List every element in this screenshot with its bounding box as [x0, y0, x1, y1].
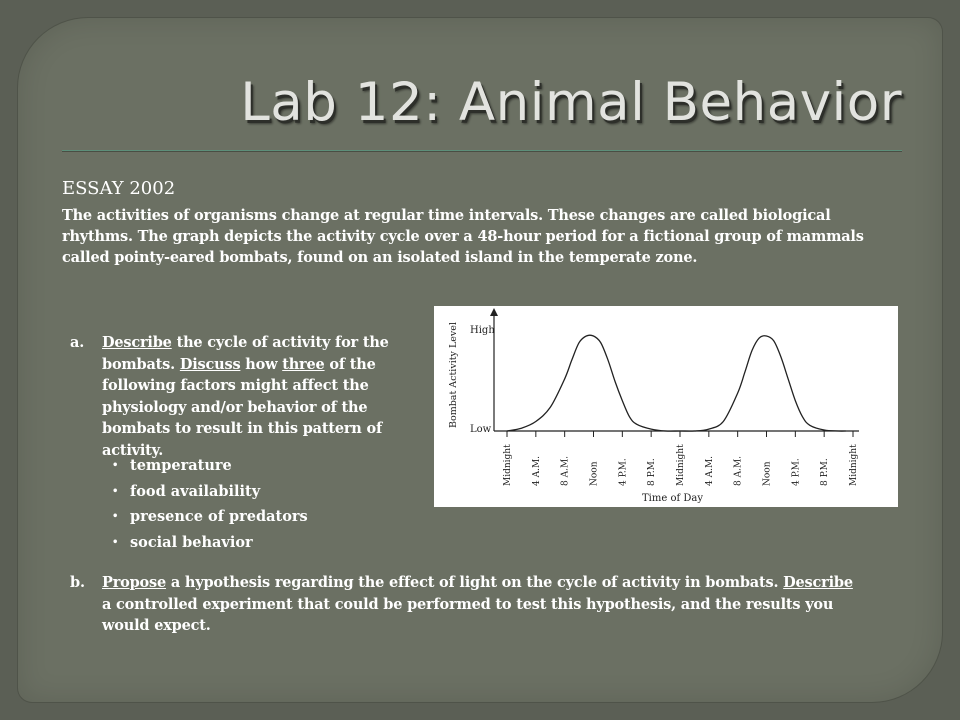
question-part-b — [70, 572, 860, 637]
x-tick-label: 8 P.M. — [647, 458, 658, 486]
title-divider — [62, 150, 902, 152]
x-tick-label: Noon — [762, 461, 773, 486]
x-tick-label: Midnight — [676, 444, 686, 486]
x-tick-label: 8 P.M. — [820, 458, 831, 486]
bullet-icon: • — [112, 536, 119, 548]
part-a-text-2: how — [240, 355, 283, 373]
activity-chart — [434, 306, 898, 507]
part-b-text-1: a hypothesis regarding the effect of light on the cycle of activity in bombats. — [166, 574, 784, 591]
keyword-discuss: Discuss — [179, 355, 241, 373]
part-a-text — [102, 332, 410, 461]
list-item — [112, 507, 308, 533]
factor-list — [112, 456, 308, 558]
x-tick-label: 8 A.M. — [560, 455, 571, 486]
x-tick-label: Noon — [589, 461, 600, 486]
part-a-text-3: of the following factors might affect the physiology and/or behavior of the bombats to result in this pattern of activity. — [102, 355, 382, 459]
x-tick-label: Midnight — [849, 444, 859, 486]
y-tick-label-low: Low — [470, 424, 492, 435]
keyword-three: three — [282, 355, 325, 373]
list-item — [112, 482, 308, 508]
essay-intro: The activities of organisms change at regular time intervals. These changes are called biological rhythms. The graph depicts the activity cycle over a 48-hour period for a fictional group of mammals called pointy-eared bombats, found on an isolated island in the temperate zone. — [62, 207, 864, 266]
y-axis-arrow — [490, 308, 498, 316]
x-tick-label: 4 A.M. — [531, 455, 542, 486]
part-a-marker: a. — [70, 334, 85, 351]
x-tick-label: 8 A.M. — [733, 455, 744, 486]
y-axis-label: Bombat Activity Level — [448, 322, 459, 428]
part-b-text-2: a controlled experiment that could be performed to test this hypothesis, and the results you would expect. — [102, 595, 834, 634]
x-tick-label: Midnight — [503, 444, 513, 486]
slide-title: Lab 12: Animal Behavior — [240, 72, 902, 133]
activity-chart-svg — [434, 306, 898, 507]
x-tick-label: 4 P.M. — [618, 458, 629, 486]
bullet-icon: • — [112, 485, 119, 497]
x-tick-label: 4 P.M. — [791, 458, 802, 486]
list-item — [112, 456, 308, 482]
factor-label: social behavior — [130, 533, 253, 551]
factor-label: temperature — [130, 457, 232, 474]
bullet-icon: • — [112, 460, 119, 471]
factor-label: food availability — [130, 482, 261, 500]
essay-heading: ESSAY 2002 — [62, 178, 176, 199]
keyword-describe: Describe — [102, 334, 172, 351]
bullet-icon: • — [112, 511, 119, 522]
keyword-describe-b: Describe — [783, 574, 853, 591]
y-tick-label-high: High — [470, 325, 495, 336]
part-b-marker: b. — [70, 574, 85, 591]
part-b-text — [102, 572, 860, 637]
question-part-a — [70, 332, 410, 461]
x-tick-label: 4 A.M. — [704, 455, 715, 486]
activity-series-line — [507, 335, 846, 431]
keyword-propose: Propose — [102, 574, 167, 591]
part-a-text-1: the cycle of activity for the bombats. — [102, 334, 389, 373]
factor-label: presence of predators — [130, 508, 308, 525]
x-axis-label: Time of Day — [642, 493, 703, 504]
list-item — [112, 533, 308, 559]
